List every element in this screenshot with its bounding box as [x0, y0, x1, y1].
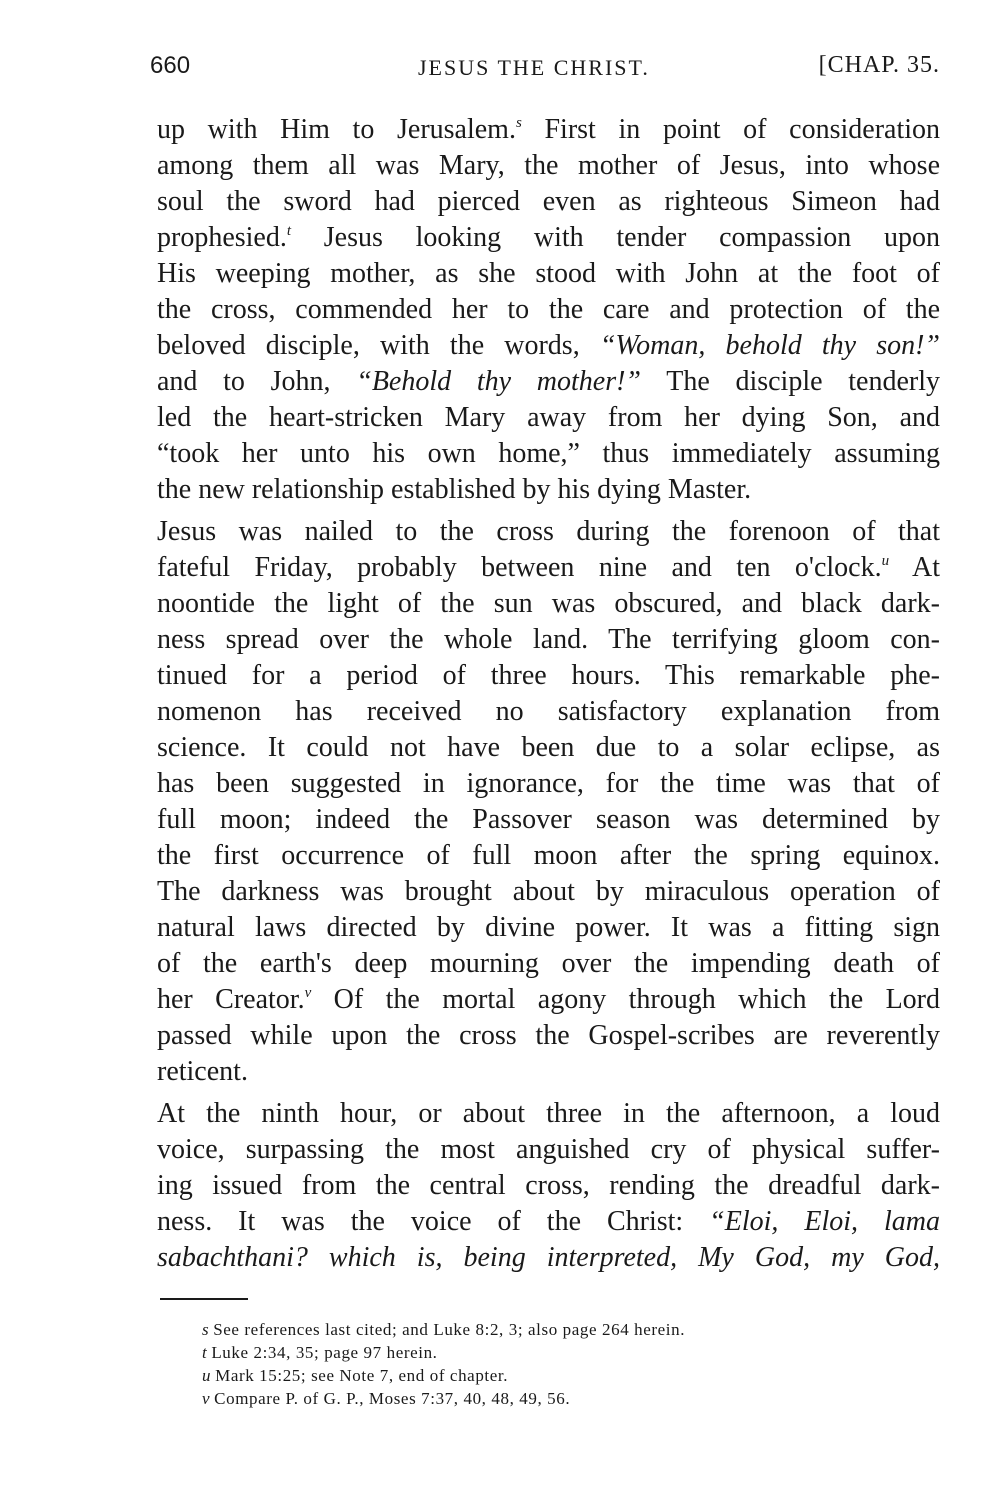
footnote-mark: t: [202, 1343, 208, 1362]
footnote-ref-t: t: [286, 223, 292, 239]
text-line: “took her unto his own home,” thus immediately assuming: [157, 438, 940, 469]
text-line: reticent.: [157, 1056, 248, 1087]
footnote-divider: [160, 1298, 248, 1300]
page-number: 660: [150, 52, 191, 79]
text-line: the first occurrence of full moon after the spring equinox.: [157, 840, 940, 871]
text-line: of the earth's deep mourning over the impending death of: [157, 948, 940, 979]
footnote-t: t Luke 2:34, 35; page 97 herein.: [202, 1343, 438, 1362]
text-line: voice, surpassing the most anguished cry of physical suffer-: [157, 1134, 940, 1165]
footnote-mark: s: [202, 1320, 210, 1339]
footnote-ref-u: u: [881, 553, 890, 569]
footnote-v: v Compare P. of G. P., Moses 7:37, 40, 48, 49, 56.: [202, 1389, 571, 1408]
text-line: passed while upon the cross the Gospel-scribes are reverently: [157, 1020, 940, 1051]
text-line: her Creator.$^v$ Of the mortal agony through which the Lord: [157, 984, 941, 1015]
text-line: ing issued from the central cross, rending the dreadful dark-: [157, 1170, 940, 1201]
text-line: the cross, commended her to the care and protection of the: [157, 294, 940, 325]
text-line: and to John, “Behold thy mother!” The disciple tenderly: [157, 366, 940, 397]
text-line: sabachthani? which is, being interpreted, My God, my God,: [157, 1242, 940, 1273]
footnote-ref-s: s: [515, 115, 522, 131]
text-line: beloved disciple, with the words, “Woman, behold thy son!”: [157, 330, 940, 361]
text-line: noontide the light of the sun was obscured, and black dark-: [157, 588, 940, 619]
chapter-label: [CHAP. 35.: [818, 52, 940, 78]
text-line: prophesied.$^t$ Jesus looking with tender compassion upon: [157, 222, 940, 253]
text-line: ness spread over the whole land. The terrifying gloom con-: [157, 624, 940, 655]
running-head: [150, 52, 940, 86]
text-line: natural laws directed by divine power. It was a fitting sign: [157, 912, 940, 943]
text-line: His weeping mother, as she stood with John at the foot of: [157, 258, 940, 289]
text-line: soul the sword had pierced even as righteous Simeon had: [157, 186, 940, 217]
text-line: full moon; indeed the Passover season was determined by: [157, 804, 940, 835]
text-line: up with Him to Jerusalem.$^s$ First in point of consideration: [157, 114, 941, 145]
footnote-s: s See references last cited; and Luke 8:2, 3; also page 264 herein.: [202, 1320, 686, 1339]
text-line: tinued for a period of three hours. This remarkable phe-: [157, 660, 940, 691]
text-line: led the heart-stricken Mary away from her dying Son, and: [157, 402, 940, 433]
text-line: fateful Friday, probably between nine and ten o'clock.$^u$ At: [157, 552, 940, 583]
text-line: At the ninth hour, or about three in the afternoon, a loud: [157, 1098, 940, 1129]
text-line: ness. It was the voice of the Christ: “Eloi, Eloi, lama: [157, 1206, 940, 1237]
text-line: science. It could not have been due to a solar eclipse, as: [157, 732, 940, 763]
footnote-ref-v: v: [304, 985, 312, 1001]
text-line: The darkness was brought about by miraculous operation of: [157, 876, 940, 907]
footnote-mark: u: [202, 1366, 212, 1385]
footnote-u: u Mark 15:25; see Note 7, end of chapter.: [202, 1366, 509, 1385]
text-line: nomenon has received no satisfactory explanation from: [157, 696, 940, 727]
text-line: among them all was Mary, the mother of Jesus, into whose: [157, 150, 940, 181]
book-title: JESUS THE CHRIST.: [418, 55, 650, 80]
footnote-mark: v: [202, 1389, 211, 1408]
text-line: has been suggested in ignorance, for the time was that of: [157, 768, 940, 799]
text-line: Jesus was nailed to the cross during the forenoon of that: [157, 516, 940, 547]
text-line: the new relationship established by his dying Master.: [157, 474, 752, 505]
